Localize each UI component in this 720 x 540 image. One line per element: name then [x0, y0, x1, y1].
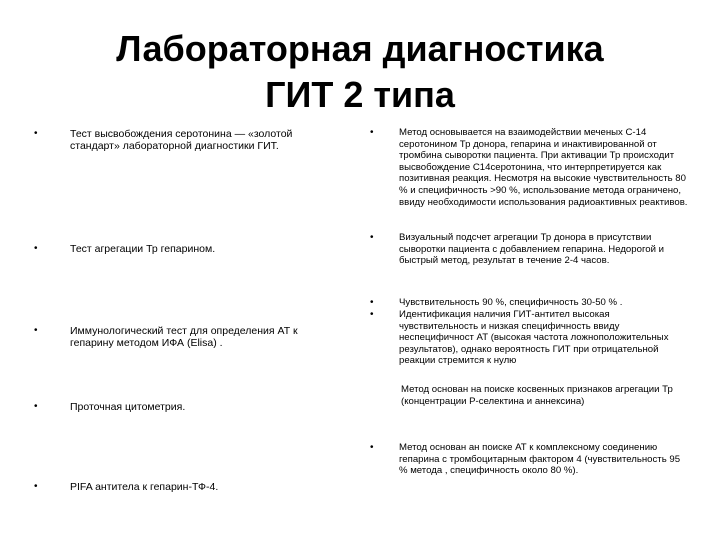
left-item-pifa: PIFA антитела к гепарин-ТФ-4. [70, 481, 219, 493]
bullet-marker: • [34, 243, 38, 254]
bullet-marker: • [370, 442, 374, 453]
bullet-marker: • [34, 401, 38, 412]
right-item-elisa-description: Идентификация наличия ГИТ-антител высокая чувствительность и низкая специфичность ввиду неспецифичност АТ (высокая частота ложноположительных результатов), однако вероятность ГИТ при отрицательной реакции стремится к нулю [399, 309, 669, 367]
left-item-aggregation-test: Тест агрегации Тр гепарином. [70, 243, 216, 255]
bullet-marker: • [34, 481, 38, 492]
bullet-marker: • [370, 309, 374, 320]
right-item-serotonin-description: Метод основывается на взаимодействии меченых С-14 серотонином Тр донора, гепарина и инактивированной от тромбина сыворотки пациента. При активации Тр происходит высвобождение С14серотонина, что интерпретируется как позитивная реакция. Несмотря на высокие чувствительность 80 % и специфичность >90 %, использование метода ограничено, ввиду необходимости использования радиоактивных реактивов. [399, 127, 688, 208]
right-item-aggregation-description: Визуальный подсчет агрегации Тр донора в присутствии сыворотки пациента с добавлением гепарина. Недорогой и быстрый метод, результат в течение 2-4 часов. [399, 232, 664, 267]
right-item-elisa-sensitivity: Чувствительность 90 %, специфичность 30-50 % . [399, 297, 623, 308]
left-item-elisa-test: Иммунологический тест для определения АТ к гепарину методом ИФА (Elisa) . [70, 325, 298, 349]
slide-title [40, 26, 680, 118]
title-line-1: Лабораторная диагностика [116, 28, 604, 69]
left-item-serotonin-test: Тест высвобождения серотонина — «золотой стандарт» лабораторной диагностики ГИТ. [70, 128, 293, 152]
bullet-marker: • [370, 232, 374, 243]
title-line-2: ГИТ 2 типа [265, 74, 455, 115]
right-item-pifa-description: Метод основан ан поиске АТ к комплексному соединению гепарина с тромбоцитарным фактором 4 (чувствительность 95 % метода , специфичность около 80 %). [399, 442, 681, 477]
right-item-cytometry-description: Метод основан на поиске косвенных признаков агрегации Тр (концентрации Р-селектина и аннексина) [401, 384, 673, 407]
left-item-flow-cytometry: Проточная цитометрия. [70, 401, 186, 413]
bullet-marker: • [370, 127, 374, 138]
bullet-marker: • [34, 128, 38, 139]
bullet-marker: • [370, 297, 374, 308]
bullet-marker: • [34, 325, 38, 336]
